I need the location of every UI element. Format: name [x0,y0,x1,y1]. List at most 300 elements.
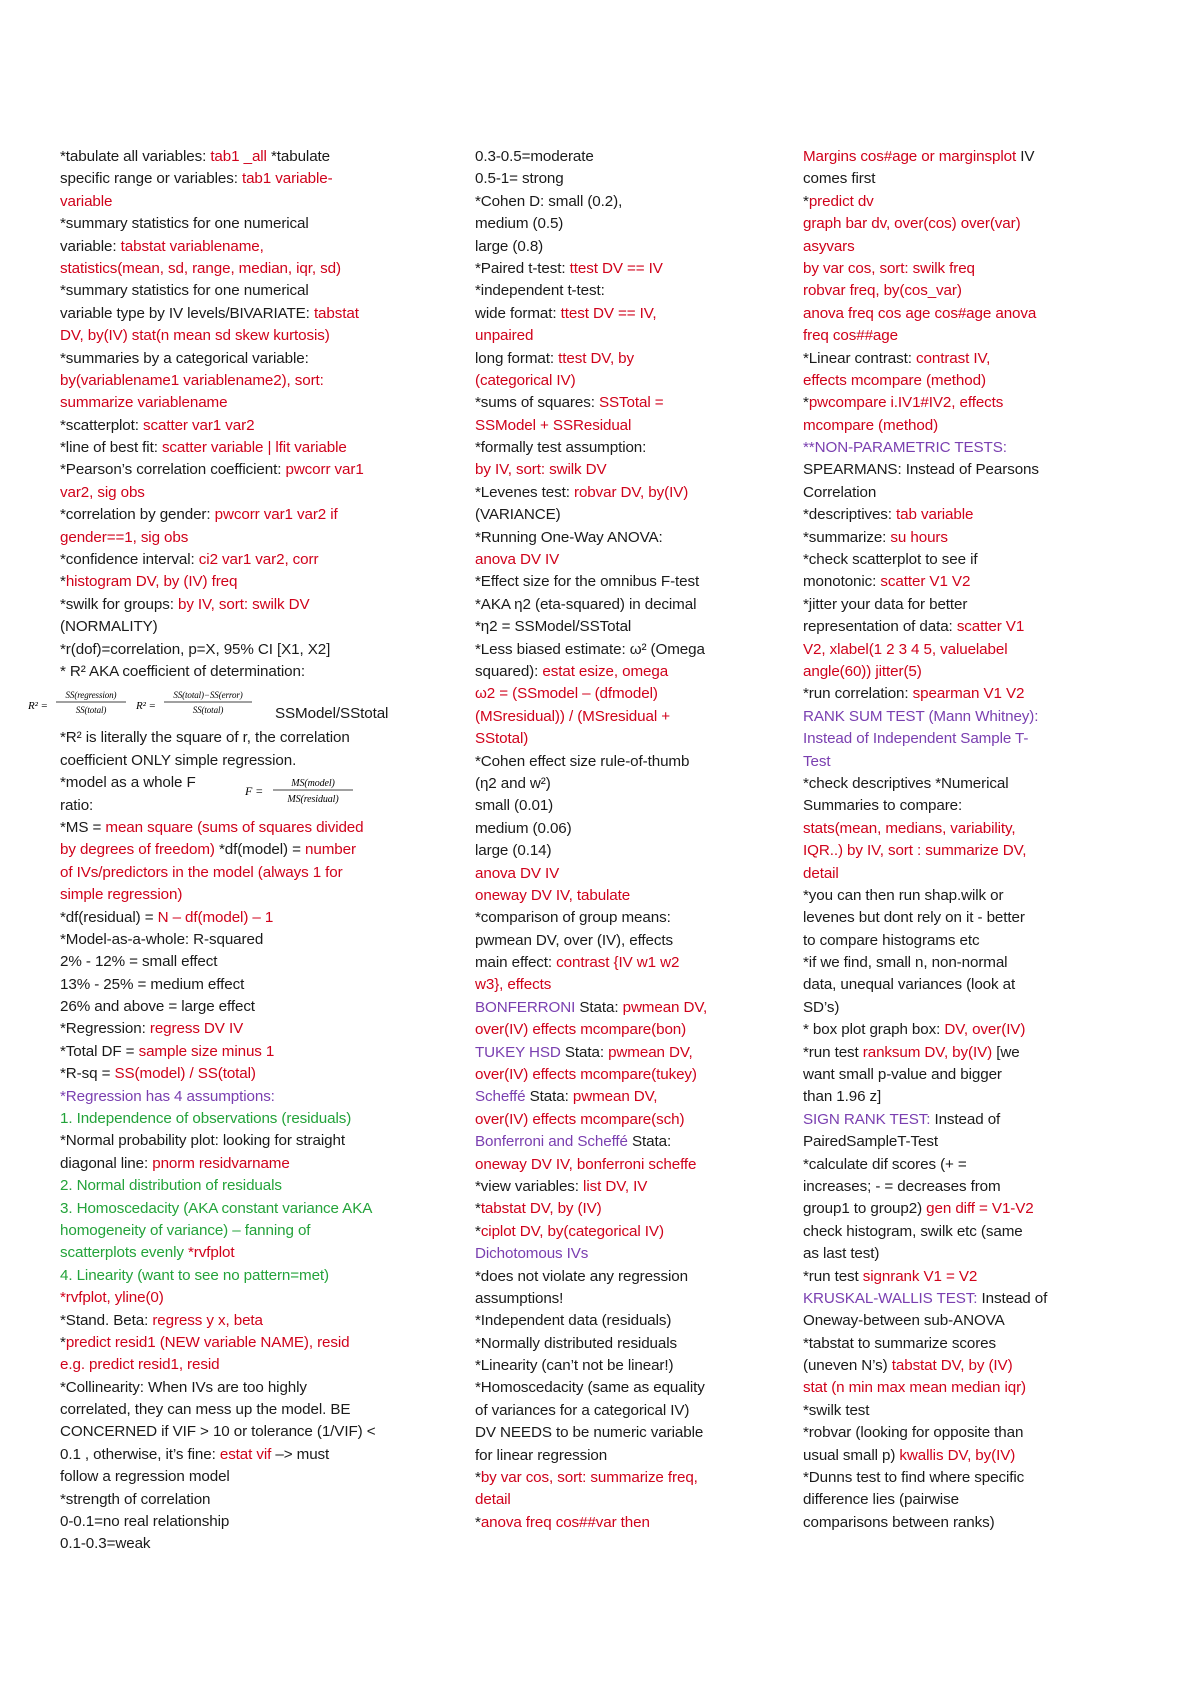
section-heading: Test [803,752,831,770]
note-text: * [803,394,809,412]
text-line [475,885,745,907]
text-line [803,392,1088,414]
r-squared-formula-graphic [28,685,278,725]
text-line [803,997,1088,1019]
text-line [803,974,1088,996]
text-line [475,571,745,593]
stata-command: angle(60)) jitter(5) [803,662,922,680]
stata-command: tab1 variable- [241,170,333,188]
stata-command: scatter variable | lfit variable [161,439,347,457]
note-text: 0.3-0.5=moderate [475,148,594,165]
stata-command: tab1 _all [210,148,267,165]
text-line [475,1042,745,1064]
stata-command: anova freq cos age cos#age anova [803,304,1037,322]
stata-command: predict resid1 (NEW variable NAME), resid [65,1333,350,1351]
text-line [60,1399,410,1421]
text-line [803,280,1088,302]
note-text: *R² is literally the square of r, the correlation [60,729,350,747]
note-text: *sums of squares: [475,394,599,412]
text-line [60,1511,410,1533]
text-line [475,1489,745,1511]
text-line [475,751,745,773]
text-line [475,930,745,952]
text-line [475,437,745,459]
note-text: to compare histograms etc [803,931,980,949]
text-line [60,1287,410,1309]
text-line [475,1243,745,1265]
stata-command: ranksum DV, by(IV) [862,1043,993,1061]
note-text: *run test [803,1043,863,1061]
stata-command: ttest DV, by [558,349,635,367]
text-line [60,1198,410,1220]
text-line [60,951,410,973]
note-text: IV [1016,148,1035,165]
text-line [803,1266,1088,1288]
stata-command: statistics(mean, sd, range, median, iqr, sd) [60,259,341,277]
stata-command: SSModel + SSResidual [475,416,632,434]
note-text: *Normally distributed residuals [475,1334,678,1352]
text-line [60,929,410,951]
note-text: * box plot graph box: [803,1021,945,1039]
text-line [475,392,745,414]
text-line [475,1221,745,1243]
text-line [475,594,745,616]
text-line [475,549,745,571]
section-heading: Bonferroni and Scheffé [475,1133,628,1151]
note-text: (VARIANCE) [475,506,561,524]
text-line [60,213,410,235]
text-line [803,191,1088,213]
note-text: *if we find, small n, non-normal [803,954,1008,972]
text-line [60,727,410,749]
r2-left-numerator: SS(regression) [65,690,117,701]
stata-command: over(IV) effects mcompare(sch) [475,1110,685,1128]
stata-command: stat (n min max mean median iqr) [803,1379,1027,1397]
note-text: Stata: [627,1133,672,1151]
note-text: Instead of [977,1289,1048,1307]
assumption-text: 1. Independence of observations (residuals) [60,1110,352,1128]
stata-command: oneway DV IV, tabulate [475,886,631,904]
note-text: *check descriptives *Numerical [803,774,1009,792]
stata-command: pwcorr var1 var2 if [214,506,338,524]
text-line [475,1176,745,1198]
note-text: *robvar (looking for opposite than [803,1424,1024,1442]
text-line [60,303,410,325]
note-text: *Paired t-test: [475,259,570,277]
stata-command: mcompare (method) [803,416,939,434]
stata-command: stats(mean, medians, variability, [803,819,1016,837]
text-line [803,1512,1088,1534]
text-line [475,527,745,549]
stata-command: spearman V1 V2 [912,685,1025,703]
text-line [803,683,1088,705]
text-line [60,1265,410,1287]
text-line [60,168,410,190]
note-text: as last test) [803,1245,880,1263]
note-text: 26% and above = large effect [60,998,255,1016]
text-line [803,795,1088,817]
stata-command: *rvfplot [188,1244,235,1262]
text-line [803,885,1088,907]
text-line [475,639,745,661]
note-text: * R² AKA coefficient of determination: [60,662,305,680]
stata-command: signrank V1 = V2 [862,1267,978,1285]
text-line [60,661,410,683]
note-text: *tabulate [266,148,331,165]
note-text: large (0.8) [475,237,544,255]
note-text: SD’s) [803,998,840,1016]
stata-command: gen diff = V1-V2 [926,1200,1034,1218]
note-text: *MS = [60,818,106,836]
note-text: variable: [60,237,121,255]
text-line [803,437,1088,459]
note-text: *Independent data (residuals) [475,1312,672,1330]
text-line [475,303,745,325]
text-line [60,839,410,861]
note-text: of variances for a categorical IV) [475,1401,690,1419]
stata-command: (MSresidual)) / (MSresidual + [475,707,671,725]
stata-command: su hours [890,528,948,546]
text-line [803,1131,1088,1153]
section-heading: RANK SUM TEST (Mann Whitney): [803,707,1039,725]
note-text: *Less biased estimate: ω² (Omega [475,640,705,658]
text-line [803,616,1088,638]
notes-column-3 [803,146,1088,1534]
note-text: *jitter your data for better [803,595,968,613]
text-line [475,773,745,795]
note-text: 13% - 25% = medium effect [60,975,245,993]
note-text: –> must [271,1445,330,1463]
stata-command: by(variablename1 variablename2), sort: [60,371,324,389]
notes-column-1 [28,146,410,1556]
stata-command: SS(model) / SS(total) [114,1065,256,1083]
text-line [475,974,745,996]
stata-command: w3}, effects [475,976,552,994]
note-text: Instead of [930,1110,1001,1128]
text-line [803,1355,1088,1377]
note-text: *r(dof)=correlation, p=X, 95% CI [X1, X2] [60,640,331,658]
text-line [803,482,1088,504]
note-text: *summary statistics for one numerical [60,282,309,300]
stata-command: predict dv [808,192,874,210]
stata-command: effects mcompare (method) [803,371,986,389]
note-text: data, unequal variances (look at [803,976,1016,994]
text-line [475,907,745,929]
text-line [60,750,410,772]
note-text: *η2 = SSModel/SSTotal [475,618,632,636]
note-text: *Dunns test to find where specific [803,1469,1025,1487]
text-line [475,1400,745,1422]
stata-command: unpaired [475,327,534,345]
text-line [803,1310,1088,1332]
text-line [475,1198,745,1220]
text-line [60,258,410,280]
note-text: pwmean DV, over (IV), effects [475,931,673,949]
stata-command: N – df(model) – 1 [157,908,274,926]
text-line [475,370,745,392]
f-ratio-formula [245,772,355,812]
stata-command: over(IV) effects mcompare(bon) [475,1021,687,1039]
text-line [60,1310,410,1332]
note-text: *AKA η2 (eta-squared) in decimal [475,595,697,613]
section-heading: KRUSKAL-WALLIS TEST: [803,1289,978,1307]
text-line [475,213,745,235]
text-line [475,1154,745,1176]
note-text: * [60,1333,66,1351]
text-line [803,168,1088,190]
note-text: *df(model) = [214,841,306,859]
text-line [60,1466,410,1488]
section-heading: Dichotomous IVs [475,1245,589,1263]
note-text: Correlation [803,483,877,501]
text-line [803,1288,1088,1310]
text-line [475,168,745,190]
note-text: variable type by IV levels/BIVARIATE: [60,304,314,322]
note-text: * [475,1200,481,1218]
text-line [60,1533,410,1555]
text-line [60,504,410,526]
stata-command: Margins cos#age or marginsplot [803,148,1017,165]
text-line [475,415,745,437]
text-line [60,280,410,302]
note-text: 0-0.1=no real relationship [60,1513,230,1531]
stata-command: freq cos##age [803,327,898,345]
stata-command: robvar freq, by(cos_var) [803,282,962,300]
note-text: correlated, they can mess up the model. BE [60,1401,351,1419]
note-text: representation of data: [803,618,957,636]
f-symbol: F = [245,784,264,799]
section-heading: **NON-PARAMETRIC TESTS: [803,439,1007,457]
note-text: *Homoscedacity (same as equality [475,1379,705,1397]
text-line [803,661,1088,683]
text-line [60,1108,410,1130]
text-line [803,751,1088,773]
section-heading: SIGN RANK TEST: [803,1110,931,1128]
note-text: diagonal line: [60,1154,153,1172]
text-line [475,728,745,750]
notes-column-2 [475,146,745,1534]
text-line [475,258,745,280]
text-line [803,236,1088,258]
text-line [475,616,745,638]
text-line [475,1019,745,1041]
text-line [60,392,410,414]
text-line [803,930,1088,952]
note-text: *line of best fit: [60,439,162,457]
stata-command: scatter V1 V2 [880,573,971,591]
text-line [803,571,1088,593]
text-line [60,1063,410,1085]
text-line [803,840,1088,862]
stata-command: DV, over(IV) [944,1021,1026,1039]
section-heading: *Regression has 4 assumptions: [60,1087,275,1105]
note-text: wide format: [475,304,561,322]
note-text: *summary statistics for one numerical [60,215,309,233]
text-line [803,348,1088,370]
note-text: *df(residual) = [60,908,158,926]
stata-command: histogram DV, by (IV) freq [65,573,238,591]
note-text: *swilk for groups: [60,595,178,613]
text-line [803,258,1088,280]
text-line [803,1019,1088,1041]
assumption-text: 2. Normal distribution of residuals [60,1177,282,1195]
text-line [475,1064,745,1086]
text-line: *model as a whole F [60,774,196,792]
stata-command: regress y x, beta [152,1311,263,1329]
note-text: comes first [803,170,876,188]
text-line [803,773,1088,795]
stata-command: oneway DV IV, bonferroni scheffe [475,1155,697,1173]
assumption-text: homogeneity of variance) – fanning of [60,1221,311,1239]
note-text: increases; - = decreases from [803,1177,1001,1195]
text-line [60,1444,410,1466]
r2-left-symbol: R² = [28,700,48,713]
text-line [475,1467,745,1489]
stata-command: estat vif [219,1445,272,1463]
note-text: Stata: [525,1088,573,1106]
text-line [60,1220,410,1242]
text-line [60,1354,410,1376]
text-line [475,952,745,974]
text-line [475,1288,745,1310]
section-heading: Instead of Independent Sample T- [803,730,1029,748]
section-heading: TUKEY HSD [475,1043,561,1061]
stata-command: e.g. predict resid1, resid [60,1356,220,1374]
stata-command: V2, xlabel(1 2 3 4 5, valuelabel [803,640,1008,658]
stata-command: graph bar dv, over(cos) over(var) [803,215,1021,233]
text-line [60,1041,410,1063]
text-line [803,706,1088,728]
text-line [475,1333,745,1355]
note-text: (NORMALITY) [60,618,158,636]
text-line [475,504,745,526]
stata-command: (categorical IV) [475,371,576,389]
note-text: want small p-value and bigger [803,1066,1002,1084]
note-text: * [803,192,809,210]
stata-command: contrast IV, [916,349,991,367]
note-text: *does not violate any regression [475,1267,688,1285]
note-text: check histogram, swilk etc (same [803,1222,1023,1240]
text-line [803,1086,1088,1108]
stata-command: kwallis DV, by(IV) [899,1446,1016,1464]
note-text: *Linearity (can’t not be linear!) [475,1357,674,1375]
text-line [803,1042,1088,1064]
stata-command: asyvars [803,237,855,255]
note-text: *summarize: [803,528,891,546]
text-line [60,415,410,437]
note-text: *calculate dif scores (+ = [803,1155,967,1173]
note-text: SPEARMANS: Instead of Pearsons [803,461,1039,479]
note-text: comparisons between ranks) [803,1513,995,1531]
note-text: (η2 and w²) [475,774,551,792]
text-line [60,862,410,884]
note-text: * [60,573,66,591]
stata-command: pwcorr var1 [285,461,364,479]
note-text: *check scatterplot to see if [803,551,978,569]
stata-command: pnorm residvarname [152,1154,290,1172]
note-text: long format: [475,349,559,367]
f-denominator: MS(residual) [287,794,339,806]
text-line [60,549,410,571]
note-text: specific range or variables: [60,170,242,188]
note-text: medium (0.06) [475,819,572,837]
r-squared-formula [28,683,410,727]
stata-command: over(IV) effects mcompare(tukey) [475,1066,697,1084]
note-text: PairedSampleT-Test [803,1133,938,1151]
stata-command: by var cos, sort: summarize freq, [480,1469,698,1487]
note-text: *formally test assumption: [475,439,647,457]
stata-command: ttest DV == IV, [560,304,657,322]
text-line [475,661,745,683]
note-text: Stata: [575,998,623,1016]
text-line [803,1154,1088,1176]
text-line [60,482,410,504]
text-line [803,1377,1088,1399]
note-text: *swilk test [803,1401,870,1419]
stata-command: var2, sig obs [60,483,145,501]
note-text: *tabstat to summarize scores [803,1334,997,1352]
note-text: *run correlation: [803,685,913,703]
text-line [60,1489,410,1511]
text-line [60,1153,410,1175]
stata-command: of IVs/predictors in the model (always 1 for [60,863,343,881]
note-text: *Model-as-a-whole: R-squared [60,930,264,948]
note-text: large (0.14) [475,842,552,860]
text-line [803,549,1088,571]
stata-command: by degrees of freedom) [60,841,215,859]
note-text: 2% - 12% = small effect [60,953,218,971]
stata-command: tabstat DV, by (IV) [891,1357,1013,1375]
note-text: *Stand. Beta: [60,1311,153,1329]
text-line [475,1109,745,1131]
text-line [475,863,745,885]
text-line [803,863,1088,885]
text-line [60,884,410,906]
assumption-text: scatterplots evenly [60,1244,188,1262]
note-text: 0.1 , otherwise, it’s fine: [60,1445,220,1463]
text-line [475,795,745,817]
stata-command: list DV, IV [583,1177,648,1195]
stata-command: estat esize, omega [542,662,669,680]
stata-command: tabstat variablename, [120,237,264,255]
stata-command: by IV, sort: swilk DV [475,461,607,479]
text-line [475,236,745,258]
text-line [475,348,745,370]
text-line [475,146,745,168]
stata-command: SSTotal = [598,394,664,412]
stata-command: *rvfplot, yline(0) [60,1289,164,1307]
note-text: CONCERNED if VIF > 10 or tolerance (1/VIF) < [60,1423,376,1441]
note-text: *view variables: [475,1177,584,1195]
text-line [475,1086,745,1108]
r2-right-numerator: SS(total)−SS(error) [173,690,243,701]
text-line [475,1355,745,1377]
note-text: *Levenes test: [475,483,574,501]
text-line [475,706,745,728]
note-text: *descriptives: [803,506,897,524]
text-line [475,683,745,705]
note-text: *tabulate all variables: [60,148,211,165]
stata-command: gender==1, sig obs [60,528,189,546]
text-line [60,370,410,392]
stata-command: anova freq cos##var then [480,1513,650,1531]
stata-command: DV, by(IV) stat(n mean sd skew kurtosis) [60,327,330,345]
text-line [803,146,1088,168]
text-line [803,415,1088,437]
assumption-text: 4. Linearity (want to see no pattern=met) [60,1266,330,1284]
note-text: * [475,1469,481,1487]
note-text: *independent t-test: [475,282,605,300]
